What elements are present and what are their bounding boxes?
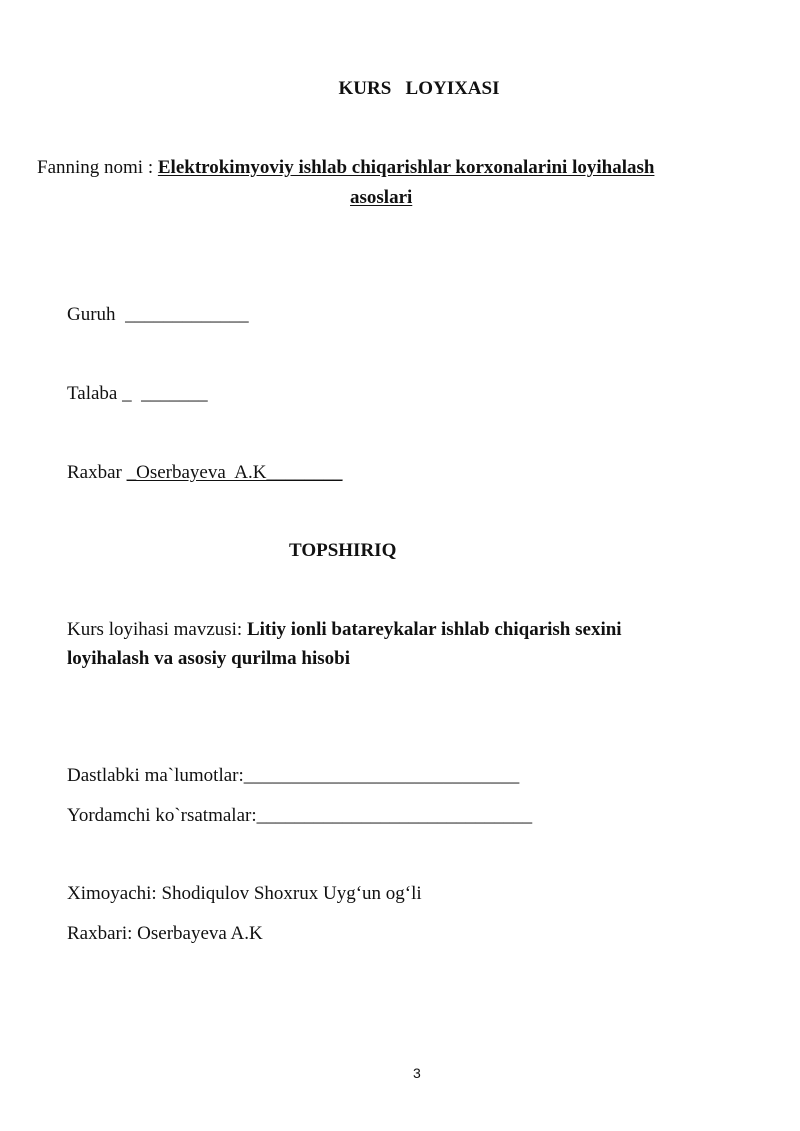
subject-value-part2: asoslari [350, 187, 413, 208]
subject-value-part1: Elektrokimyoviy ishlab chiqarishlar korxonalarini loyihalash [157, 157, 655, 178]
title-text: KURS LOYIXASI [338, 78, 500, 99]
topic-value-part1: Litiy ionli batareykalar ishlab chiqarish sexini [246, 619, 622, 640]
subject-line-2 [350, 186, 412, 210]
document-title [0, 77, 800, 101]
topic-line-2 [67, 647, 350, 671]
student-field [67, 382, 208, 406]
group-label: Guruh [67, 304, 126, 325]
student-blank: _______ [141, 383, 208, 404]
initial-data-text: Dastlabki ma`lumotlar:_____________________________ [67, 765, 520, 786]
defender-text: Ximoyachi: Shodiqulov Shoxrux Uyg‘un og‘li [67, 883, 422, 904]
defender-line [67, 882, 422, 906]
initial-data-field [67, 764, 519, 788]
supervisor-line [67, 922, 263, 946]
group-blank: _____________ [125, 304, 249, 325]
subject-line-1 [37, 156, 654, 180]
student-label: Talaba _ [67, 383, 142, 404]
page-number-text: 3 [413, 1065, 421, 1081]
page-number [413, 1064, 421, 1082]
leader-field [67, 461, 342, 485]
topic-line-1 [67, 618, 622, 642]
assignment-title-text: TOPSHIRIQ [289, 540, 397, 561]
assignment-title [289, 539, 396, 563]
guidelines-field [67, 804, 532, 828]
leader-label: Raxbar [67, 462, 127, 483]
guidelines-text: Yordamchi ko`rsatmalar:_____________________________ [67, 805, 533, 826]
subject-label: Fanning nomi : [37, 157, 158, 178]
supervisor-text: Raxbari: Oserbayeva A.K [67, 923, 263, 944]
topic-label: Kurs loyihasi mavzusi: [67, 619, 247, 640]
group-field [67, 303, 249, 327]
leader-value: _Oserbayeva A.K________ [126, 462, 343, 483]
topic-value-part2: loyihalash va asosiy qurilma hisobi [67, 648, 350, 669]
